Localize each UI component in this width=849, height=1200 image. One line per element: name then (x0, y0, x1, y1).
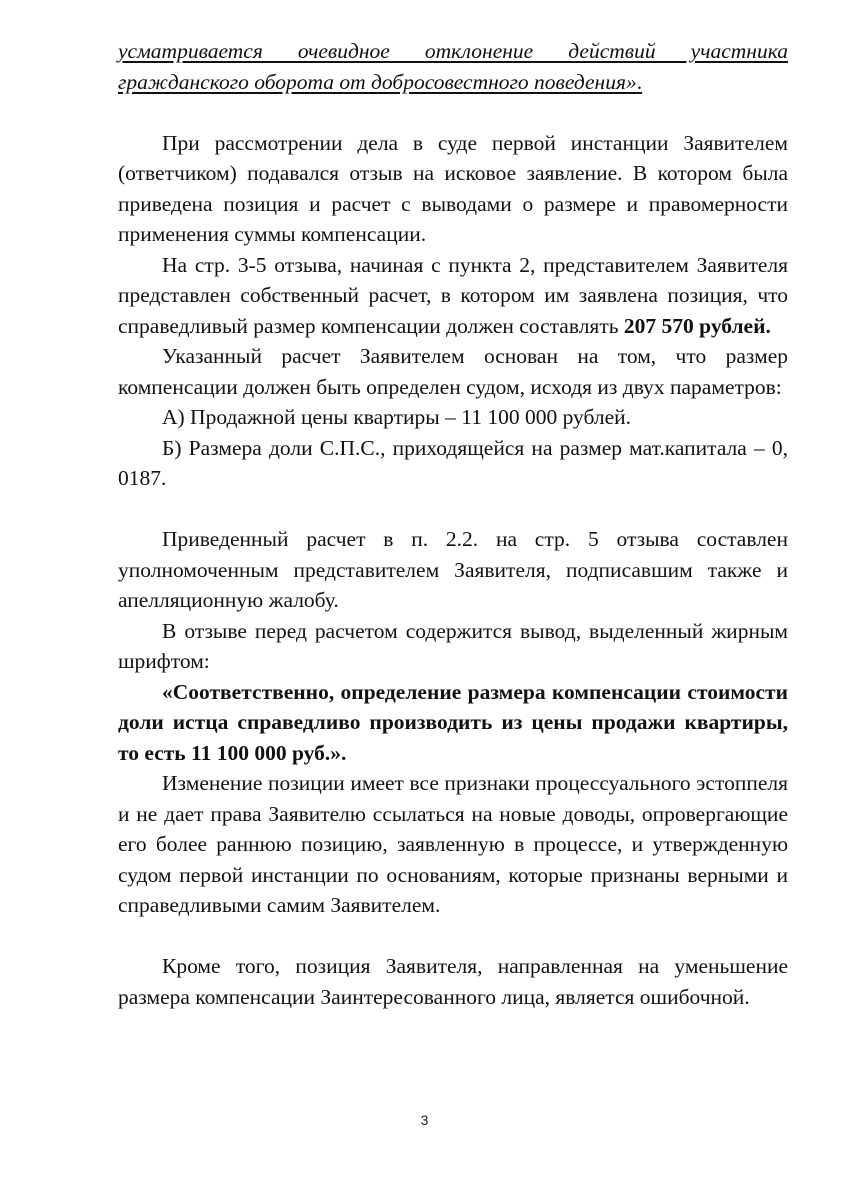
paragraph-bold-quote: «Соответственно, определение размера компенсации стоимости доли истца справедливо производить из цены продажи квартиры, то есть 11 100 000 руб.». (118, 679, 788, 765)
paragraph-item-a: А) Продажной цены квартиры – 11 100 000 рублей. (162, 405, 632, 429)
paragraph-own-calculation (118, 250, 788, 342)
paragraph-calculation-basis: Указанный расчет Заявителем основан на том, что размер компенсации должен быть определен судом, исходя из двух параметров: (118, 344, 788, 399)
paragraph-first-instance-review: При рассмотрении дела в суде первой инстанции Заявителем (ответчиком) подавался отзыв на исковое заявление. В котором была приведена позиция и расчет с выводами о размере и правомерности применения суммы компенсации. (118, 130, 788, 246)
paragraph-estoppel: Изменение позиции имеет все признаки процессуального эстоппеля и не дает права Заявителю ссылаться на новые доводы, опровергающие его более раннюю позицию, заявленную в процессе, и утвержденную судом первой инстанции по основаниям, которые признаны верными и справедливыми самим Заявителем. (118, 771, 788, 917)
paragraph-calculation-author: Приведенный расчет в п. 2.2. на стр. 5 отзыва составлен уполномоченным представителем Заявителя, подписавшим также и апелляционную жалобу. (118, 527, 788, 612)
paragraph-gap (118, 97, 788, 128)
paragraph-erroneous-position: Кроме того, позиция Заявителя, направленная на уменьшение размера компенсации Заинтересованного лица, является ошибочной. (118, 954, 788, 1009)
quote-tail: . (636, 69, 643, 94)
quote-continuation: усматривается очевидное отклонение действий участника гражданского оборота от добросовестного поведения» (118, 39, 788, 94)
compensation-amount: 207 570 рублей. (623, 313, 771, 338)
paragraph-item-b: Б) Размера доли С.П.С., приходящейся на размер мат.капитала – 0, 0187. (118, 435, 788, 490)
page-number: 3 (420, 1112, 429, 1128)
quote-continuation-paragraph (118, 36, 788, 97)
paragraph-gap (118, 494, 788, 525)
paragraph-gap (118, 921, 788, 952)
own-calculation-text: На стр. 3-5 отзыва, начиная с пункта 2, представителем Заявителя представлен собственный расчет, в котором им заявлена позиция, что справедливый размер компенсации должен составлять (118, 252, 788, 338)
paragraph-bold-conclusion-intro: В отзыве перед расчетом содержится вывод, выделенный жирным шрифтом: (118, 618, 788, 673)
document-body (118, 36, 788, 1012)
